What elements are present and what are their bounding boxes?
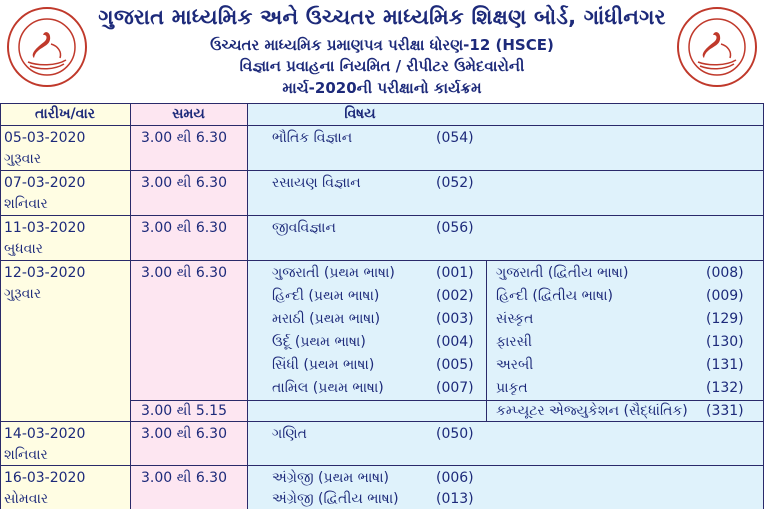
subject-name: મરાઠી (પ્રથમ ભાષા) (272, 311, 381, 327)
subject-code: (008) (706, 265, 744, 281)
subject-name: તામિલ (પ્રથમ ભાષા) (272, 380, 384, 396)
row-date: 14-03-2020 (4, 426, 86, 442)
subject-code: (130) (706, 334, 744, 350)
subject-name: ઉર્દૂ (પ્રથમ ભાષા) (272, 334, 366, 350)
subject-name: અરબી (496, 357, 534, 373)
subject-name: સંસ્કૃત (496, 311, 534, 327)
subject-code: (001) (436, 265, 474, 281)
row-date: 12-03-2020 (4, 265, 86, 281)
subject-name: હિન્દી (દ્વિતીય ભાષા) (496, 288, 613, 304)
subject-code: (009) (706, 288, 744, 304)
row-day: ગુરૂવાર (4, 286, 42, 302)
subject-code: (054) (436, 130, 474, 146)
board-seal-swan-icon (676, 6, 758, 88)
subject-code: (006) (436, 470, 474, 486)
subject-name: ભૌતિક વિજ્ઞાન (272, 130, 353, 146)
board-seal-swan-icon (6, 6, 88, 88)
stream-subtitle: વિજ્ઞાન પ્રવાહના નિયમિત / રીપીટર ઉમેદવારોની (239, 57, 525, 75)
subject-name: કમ્પ્યૂટર એજ્યુકેશન (સૈદ્ધાંતિક) (496, 403, 688, 419)
column-header-time: સમય (172, 106, 205, 122)
column-header-date: તારીખ/વાર (35, 106, 95, 122)
row-divider (0, 170, 764, 171)
subject-code: (129) (706, 311, 744, 327)
row-day: બુધવાર (4, 241, 44, 257)
row-time: 3.00 થી 6.30 (141, 426, 227, 442)
subject-code: (056) (436, 220, 474, 236)
subject-name: પ્રાકૃત (496, 380, 528, 396)
row-time: 3.00 થી 6.30 (141, 175, 227, 191)
row-divider (0, 421, 764, 422)
row-time: 3.00 થી 5.15 (141, 403, 227, 419)
row-day: શનિવાર (4, 196, 48, 212)
row-divider (0, 125, 764, 126)
subject-code: (002) (436, 288, 474, 304)
exam-subtitle: ઉચ્ચતર માધ્યમિક પ્રમાણપત્ર પરીક્ષા ધોરણ-12 (HSCE) (210, 36, 554, 54)
row-day: સોમવાર (4, 491, 49, 507)
row-divider (0, 103, 764, 104)
subject-code: (331) (706, 403, 744, 419)
page-header (0, 0, 764, 103)
column-header-subject: વિષય (344, 106, 376, 122)
column-divider (0, 103, 1, 509)
row-time: 3.00 થી 6.30 (141, 265, 227, 281)
subject-code: (052) (436, 175, 474, 191)
column-divider (486, 260, 487, 421)
subject-code: (003) (436, 311, 474, 327)
time-column-bg (130, 103, 247, 509)
subject-name: સિંધી (પ્રથમ ભાષા) (272, 357, 375, 373)
row-date: 11-03-2020 (4, 220, 86, 236)
subject-name: અંગ્રેજી (દ્વિતીય ભાષા) (272, 491, 399, 507)
column-divider (130, 103, 131, 509)
row-time: 3.00 થી 6.30 (141, 220, 227, 236)
subject-name: ગણિત (272, 426, 307, 442)
subject-code: (005) (436, 357, 474, 373)
row-time: 3.00 થી 6.30 (141, 470, 227, 486)
subject-code: (013) (436, 491, 474, 507)
row-time: 3.00 થી 6.30 (141, 130, 227, 146)
subject-name: ગુજરાતી (પ્રથમ ભાષા) (272, 265, 395, 281)
subject-name: ગુજરાતી (દ્વિતીય ભાષા) (496, 265, 629, 281)
row-divider (130, 400, 764, 401)
subject-code: (131) (706, 357, 744, 373)
subject-name: અંગ્રેજી (પ્રથમ ભાષા) (272, 470, 390, 486)
subject-code: (050) (436, 426, 474, 442)
page-title: ગુજરાત માધ્યમિક અને ઉચ્ચતર માધ્યમિક શિક્ષણ બોર્ડ, ગાંધીનગર (98, 5, 666, 29)
subject-code: (007) (436, 380, 474, 396)
subject-name: ફારસી (496, 334, 533, 350)
row-day: શનિવાર (4, 447, 48, 463)
subject-name: હિન્દી (પ્રથમ ભાષા) (272, 288, 380, 304)
row-day: ગુરૂવાર (4, 151, 42, 167)
subject-name: જીવવિજ્ઞાન (272, 220, 336, 236)
subject-column-bg (247, 103, 764, 509)
column-divider (247, 103, 248, 509)
row-date: 16-03-2020 (4, 470, 86, 486)
subject-code: (004) (436, 334, 474, 350)
subject-name: રસાયણ વિજ્ઞાન (272, 175, 361, 191)
row-divider (0, 260, 764, 261)
schedule-subtitle: માર્ચ-2020ની પરીક્ષાનો કાર્યક્રમ (282, 79, 482, 97)
row-divider (0, 215, 764, 216)
row-date: 07-03-2020 (4, 175, 86, 191)
row-divider (0, 465, 764, 466)
row-date: 05-03-2020 (4, 130, 86, 146)
subject-code: (132) (706, 380, 744, 396)
schedule-table (0, 103, 764, 509)
